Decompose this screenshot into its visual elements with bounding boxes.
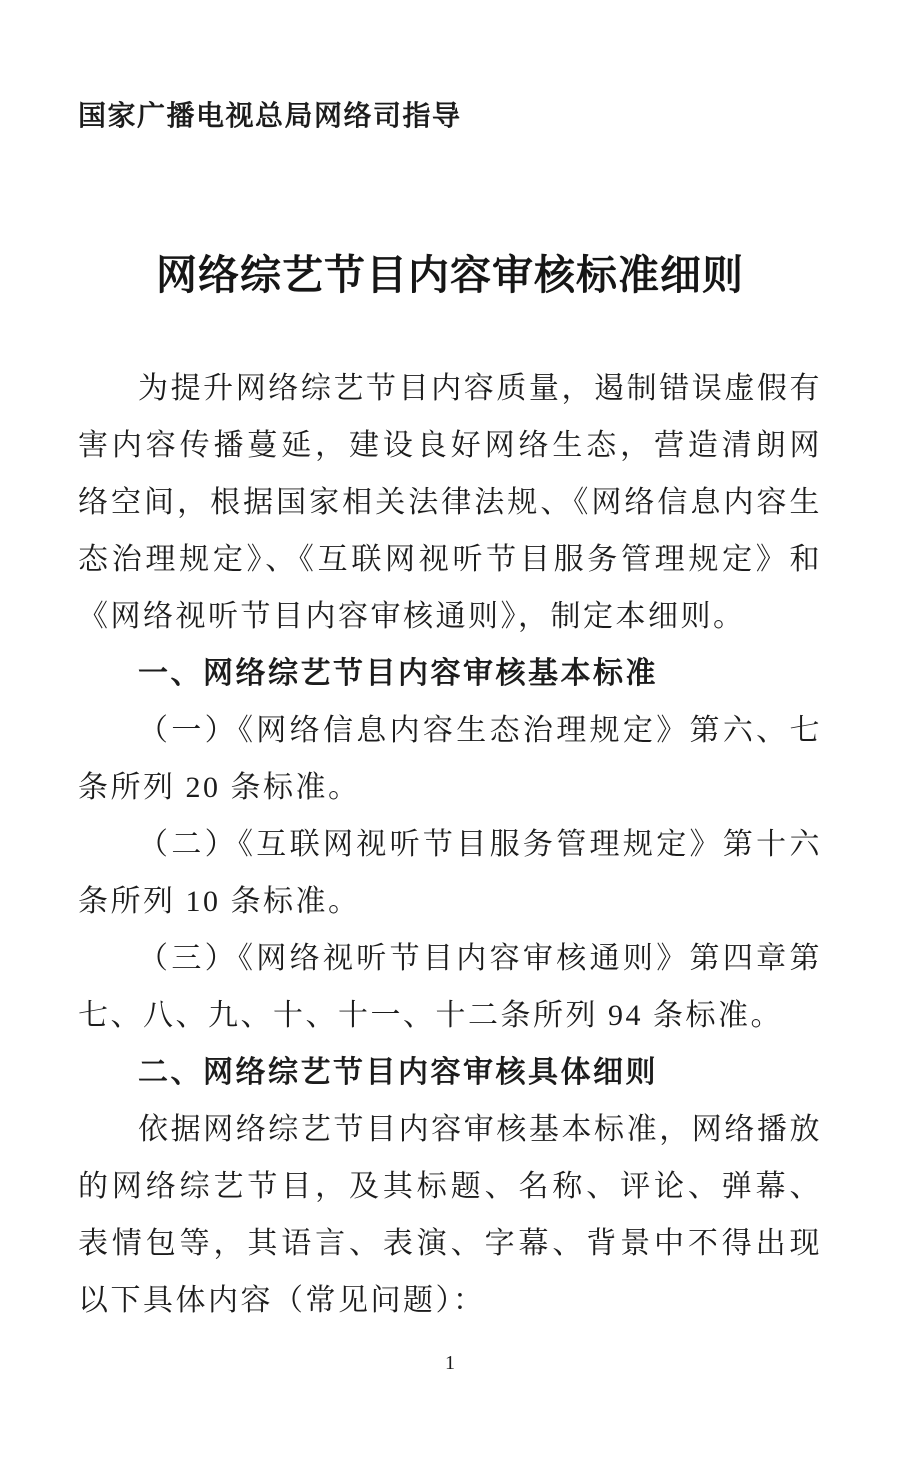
paragraph-intro: 为提升网络综艺节目内容质量，遏制错误虚假有害内容传播蔓延，建设良好网络生态，营造清朗网络空间，根据国家相关法律法规、《网络信息内容生态治理规定》、《互联网视听节目服务管理规定》和《网络视听节目内容审核通则》，制定本细则。 (78, 372, 822, 633)
paragraph-item-3: （三）《网络视听节目内容审核通则》第四章第七、八、九、十、十一、十二条所列 94 条标准。 (78, 942, 822, 1032)
document-body (78, 360, 822, 1329)
section-heading-basic-standards: 一、网络综艺节目内容审核基本标准 (138, 657, 658, 690)
paragraph-specific-intro: 依据网络综艺节目内容审核基本标准，网络播放的网络综艺节目，及其标题、名称、评论、弹幕、表情包等，其语言、表演、字幕、背景中不得出现以下具体内容（常见问题）： (78, 1113, 822, 1317)
page-number: 1 (445, 1352, 455, 1374)
paragraph-item-1: （一）《网络信息内容生态治理规定》第六、七条所列 20 条标准。 (78, 714, 822, 804)
document-header: 国家广播电视总局网络司指导 (78, 101, 462, 132)
document-title: 网络综艺节目内容审核标准细则 (156, 252, 744, 298)
paragraph-item-2: （二）《互联网视听节目服务管理规定》第十六条所列 10 条标准。 (78, 828, 822, 918)
section-heading-specific-rules: 二、网络综艺节目内容审核具体细则 (138, 1056, 658, 1089)
